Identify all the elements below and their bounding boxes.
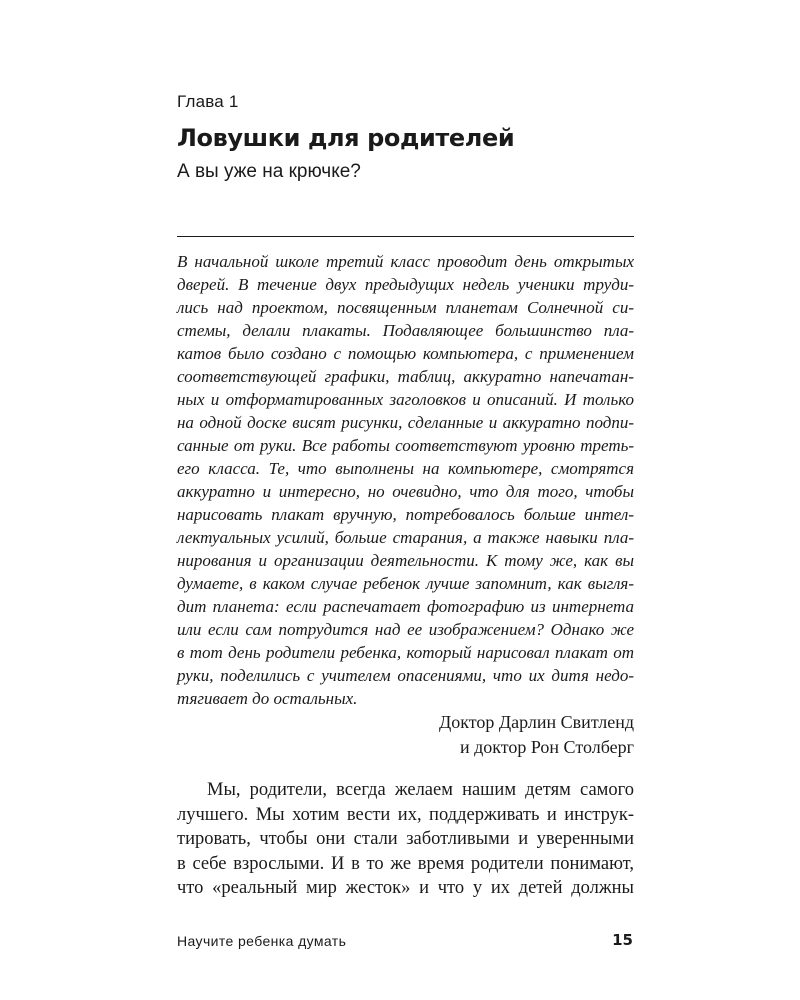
epigraph — [177, 250, 634, 710]
section-divider — [177, 236, 634, 237]
attribution-author-2: и доктор Рон Столберг — [459, 737, 634, 757]
body-line: тировать, чтобы они стали заботливыми и уверенными — [177, 829, 634, 849]
epigraph-line: его класса. Те, что выполнены на компьютере, смотрятся — [177, 459, 634, 478]
epigraph-attribution — [177, 710, 634, 760]
epigraph-line: В начальной школе третий класс проводит день открытых — [177, 252, 634, 271]
epigraph-line: или если сам потрудится над ее изображением? Однако же — [177, 620, 634, 639]
epigraph-line: дит планета: если распечатает фотографию из интернета — [177, 597, 634, 616]
epigraph-line: санные от руки. Все работы соответствуют уровню треть- — [177, 436, 634, 455]
epigraph-line: руки, поделились с учителем опасениями, что их дитя недо- — [177, 666, 634, 685]
chapter-label: Глава 1 — [177, 92, 239, 111]
epigraph-line: аккуратно и интересно, но очевидно, что для того, чтобы — [177, 482, 634, 501]
page-number: 15 — [612, 931, 633, 949]
body-line: в себе взрослыми. И в то же время родители понимают, — [177, 853, 634, 874]
chapter-subtitle: А вы уже на крючке? — [177, 161, 361, 182]
epigraph-line: на одной доске висят рисунки, сделанные и аккуратно подпи- — [177, 413, 634, 432]
attribution-author-1: Доктор Дарлин Свитленд — [438, 712, 634, 732]
epigraph-line: в тот день родители ребенка, который нарисовал плакат от — [177, 643, 634, 662]
body-paragraph — [177, 778, 634, 901]
body-line: лучшего. Мы хотим вести их, поддерживать и инструк- — [177, 804, 634, 825]
running-footer-title: Научите ребенка думать — [177, 933, 347, 949]
chapter-title: Ловушки для родителей — [177, 124, 515, 152]
epigraph-line: лектуальных усилий, больше старания, а также навыки пла- — [177, 528, 634, 547]
epigraph-line: тягивает до остальных. — [177, 689, 358, 708]
epigraph-line: нарисовать плакат вручную, потребовалось больше интел- — [177, 505, 634, 524]
body-line: что «реальный мир жесток» и что у их детей должны — [177, 878, 634, 898]
epigraph-line: нирования и организации деятельности. К тому же, как вы — [177, 551, 634, 570]
epigraph-line: катов было создано с помощью компьютера, с применением — [177, 344, 634, 363]
epigraph-line: стемы, делали плакаты. Подавляющее большинство пла- — [177, 321, 634, 340]
body-line: Мы, родители, всегда желаем нашим детям самого — [207, 780, 634, 800]
epigraph-line: ных и отформатированных заголовков и описаний. И только — [177, 390, 634, 409]
epigraph-line: дверей. В течение двух предыдущих недель ученики труди- — [177, 275, 634, 294]
epigraph-line: думаете, в каком случае ребенок лучше запомнит, как выгля- — [177, 574, 634, 593]
epigraph-line: лись над проектом, посвященным планетам Солнечной си- — [177, 298, 634, 317]
epigraph-line: соответствующей графики, таблиц, аккуратно напечатан- — [177, 367, 634, 386]
